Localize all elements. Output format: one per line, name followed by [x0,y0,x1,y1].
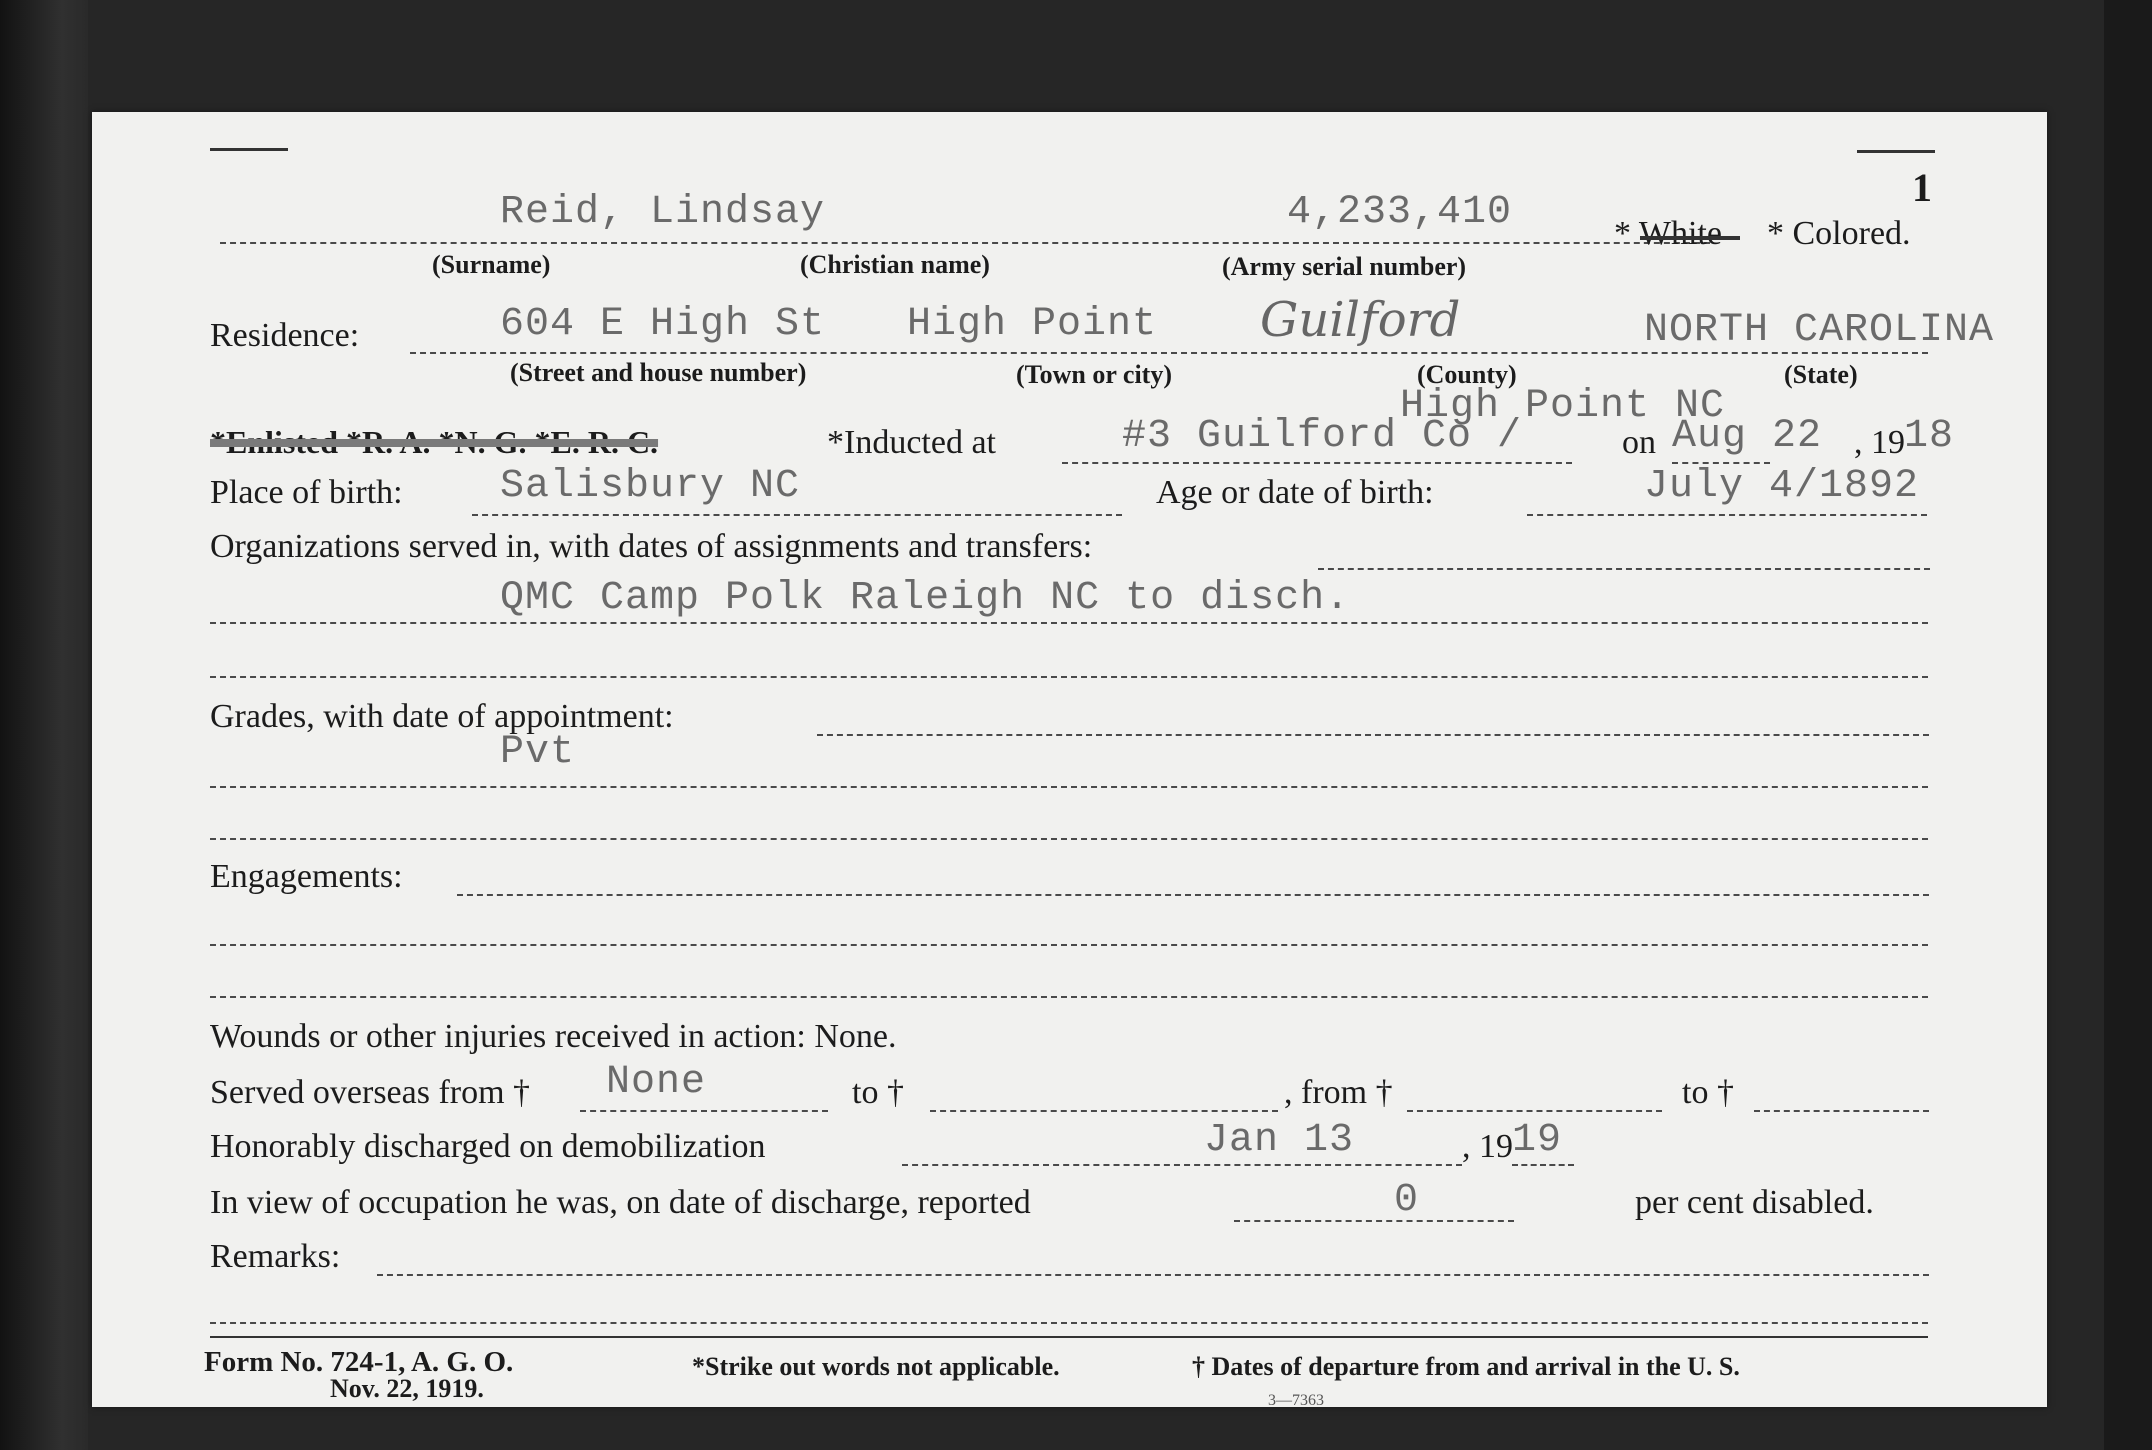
discharge-year-line [1512,1164,1574,1166]
top-right-mark [1857,150,1935,153]
residence-line [410,352,1928,354]
county-value: Guilford [1260,292,1461,348]
serial-caption: (Army serial number) [1222,252,1467,281]
orgs-value: QMC Camp Polk Raleigh NC to disch. [500,576,1351,621]
christian-caption: (Christian name) [800,250,990,279]
scan-right-edge [2104,0,2152,1450]
street-value: 604 E High St [500,302,826,347]
town-value: High Point [907,302,1158,347]
scan-left-edge [0,0,88,1450]
grades-line-2 [210,838,1928,840]
dates-note: † Dates of departure from and arrival in the U. S. [1192,1352,1740,1381]
top-left-mark [210,148,288,151]
surname-caption: (Surname) [432,250,551,279]
orgs-line-0 [1318,568,1930,570]
inducted-place: #3 Guilford Co / [1122,414,1523,459]
name-line [220,242,1710,244]
overseas-from2-line [1407,1110,1662,1112]
overseas-label: Served overseas from † [210,1074,531,1111]
residence-label: Residence: [210,317,360,354]
birthplace-value: Salisbury NC [500,464,801,509]
form-number: Form No. 724-1, A. G. O. [204,1346,514,1378]
race-colored: * Colored. [1767,215,1911,252]
overseas-value: None [606,1060,707,1105]
overseas-from-line [580,1110,828,1112]
enlisted-struck: *Enlisted *R. A. *N. G. *E. R. C. [210,424,659,460]
engagements-line-1 [210,944,1928,946]
birthdate-line [1527,514,1927,516]
engagements-line-0 [457,894,1929,896]
remarks-line-1 [210,1322,1928,1324]
print-code: 3—7363 [1268,1392,1324,1409]
year-prefix: , 19 [1854,424,1905,461]
overseas-to2-label: to † [1682,1074,1734,1111]
age-label: Age or date of birth: [1156,474,1434,511]
discharge-date: Jan 13 [1204,1118,1355,1163]
overseas-from-label: , from † [1284,1074,1393,1111]
disabled-value: 0 [1394,1178,1420,1223]
disabled-line [1234,1220,1514,1222]
street-caption: (Street and house number) [510,358,807,387]
disabled-label: per cent disabled. [1635,1184,1874,1221]
overseas-to-line [930,1110,1278,1112]
service-record-card [92,112,2047,1407]
occupation-label: In view of occupation he was, on date of discharge, reported [210,1184,1031,1221]
card-number: 1 [1912,165,1932,210]
discharge-year-prefix: , 19 [1462,1128,1513,1165]
discharge-label: Honorably discharged on demobilization [210,1128,766,1165]
birthplace-label: Place of birth: [210,474,403,511]
state-value: NORTH CAROLINA [1644,308,1995,353]
race-white-struck: * White [1614,215,1722,252]
discharge-year: 19 [1512,1118,1563,1163]
engagements-line-2 [210,996,1928,998]
on-label: on [1622,424,1656,461]
inducted-city: High Point NC [1400,384,1726,429]
overseas-to2-line [1754,1110,1929,1112]
birthplace-line [472,514,1122,516]
overseas-to-label: to † [852,1074,904,1111]
engagements-label: Engagements: [210,858,403,895]
discharge-date-line [902,1164,1462,1166]
induction-year: 18 [1904,414,1955,459]
remarks-line-0 [377,1274,1929,1276]
strike-note: *Strike out words not applicable. [692,1352,1060,1381]
grades-line-0 [817,734,1929,736]
birthdate-value: July 4/1892 [1644,464,1920,509]
remarks-label: Remarks: [210,1238,341,1275]
county-caption: (County) [1417,360,1517,389]
induction-date: Aug 22 [1672,414,1823,459]
orgs-line-1 [210,622,1928,624]
serial-value: 4,233,410 [1287,190,1513,235]
orgs-line-2 [210,676,1928,678]
inducted-line [1062,462,1572,464]
grades-line-1 [210,786,1928,788]
wounds-label: Wounds or other injuries received in action: None. [210,1018,897,1055]
form-date: Nov. 22, 1919. [330,1374,484,1403]
grades-label: Grades, with date of appointment: [210,698,674,735]
grades-value: Pvt [500,730,576,775]
orgs-label: Organizations served in, with dates of assignments and transfers: [210,528,1093,565]
footer-rule [210,1336,1928,1338]
state-caption: (State) [1784,360,1858,389]
inducted-label: *Inducted at [827,424,996,461]
name-value: Reid, Lindsay [500,190,826,235]
race-white-strike [1640,236,1740,240]
town-caption: (Town or city) [1016,360,1172,389]
